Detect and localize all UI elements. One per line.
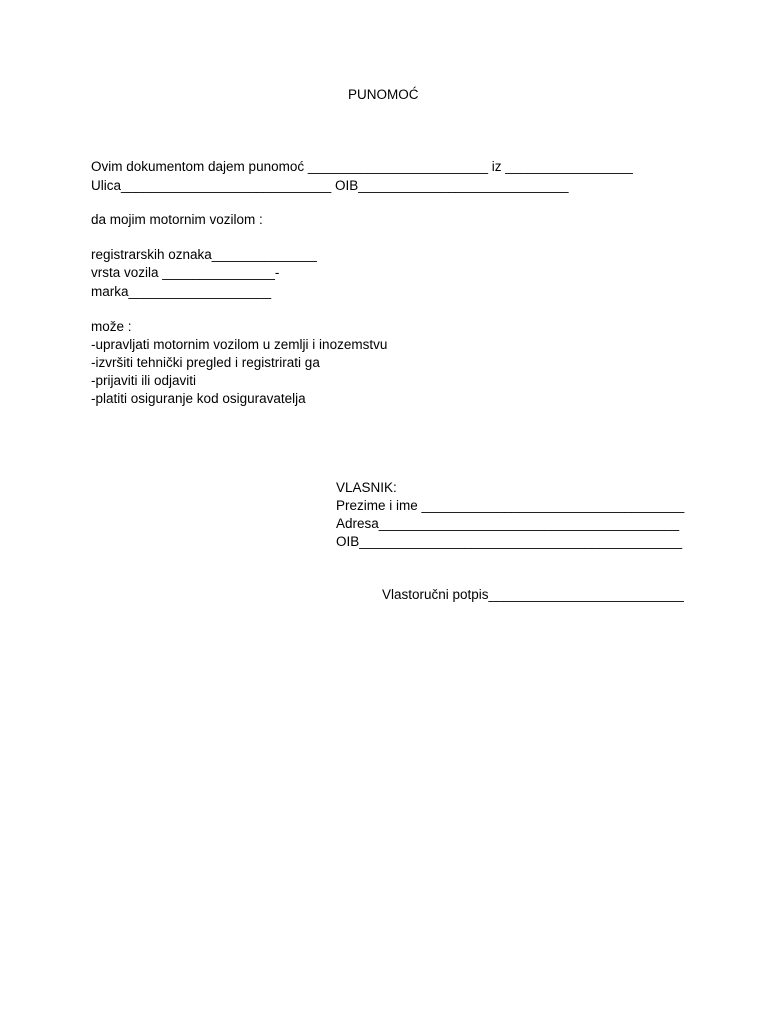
document-title: PUNOMOĆ	[348, 87, 419, 102]
intro-line-1: Ovim dokumentom dajem punomoć ________________________ iz _________________	[91, 159, 633, 174]
permission-item: -platiti osiguranje kod osiguravatelja	[91, 391, 306, 406]
owner-oib-line: OIB___________________________________________	[336, 534, 683, 549]
vehicle-type-line: vrsta vozila _______________-	[91, 265, 280, 280]
signature-line: Vlastoručni potpis__________________________	[382, 587, 684, 602]
permission-item: -prijaviti ili odjaviti	[91, 373, 197, 388]
owner-heading: VLASNIK:	[336, 480, 397, 495]
vehicle-intro: da mojim motornim vozilom :	[91, 212, 263, 227]
permission-item: -izvršiti tehnički pregled i registrirati ga	[91, 355, 320, 370]
registration-line: registrarskih oznaka______________	[91, 247, 317, 262]
owner-address-line: Adresa________________________________________	[336, 516, 680, 531]
intro-line-2: Ulica____________________________ OIB____________________________	[91, 178, 569, 193]
permission-item: -upravljati motornim vozilom u zemlji i inozemstvu	[91, 337, 388, 352]
owner-name-line: Prezime i ime ___________________________________	[336, 498, 685, 513]
vehicle-make-line: marka___________________	[91, 284, 272, 299]
permissions-heading: može :	[91, 319, 132, 334]
